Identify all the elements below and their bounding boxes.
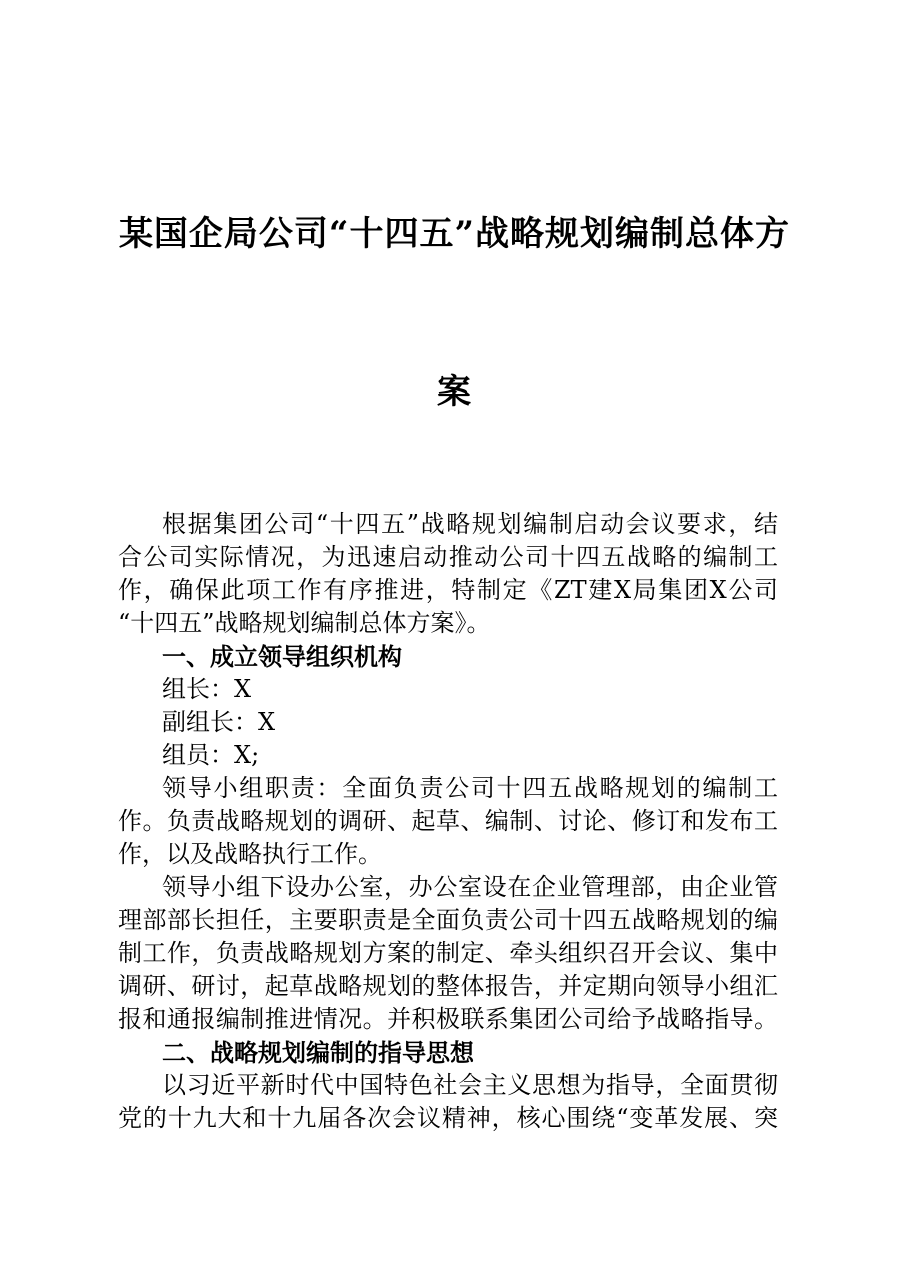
document-body <box>118 508 778 1135</box>
document-title-line-2: 案 <box>437 372 472 412</box>
paragraph-line: 根据集团公司“十四五”战略规划编制启动会议要求，结 <box>162 510 778 538</box>
paragraph-line: 理部部长担任，主要职责是全面负责公司十四五战略规划的编 <box>118 906 778 934</box>
section-heading: 一、成立领导组织机构 <box>162 642 402 671</box>
paragraph-line: 合公司实际情况，为迅速启动推动公司十四五战略的编制工 <box>118 543 778 571</box>
paragraph-line: “十四五”战略规划编制总体方案》。 <box>118 609 491 637</box>
paragraph-line: 作，以及战略执行工作。 <box>118 840 382 868</box>
paragraph-line: 领导小组下设办公室，办公室设在企业管理部，由企业管 <box>162 873 778 901</box>
paragraph-line: 制工作，负责战略规划方案的制定、牵头组织召开会议、集中 <box>118 939 778 967</box>
section-heading: 二、战略规划编制的指导思想 <box>162 1038 474 1067</box>
paragraph-line: 作，确保此项工作有序推进，特制定《ZT建X局集团X公司 <box>118 576 778 604</box>
document-title-line-1: 某国企局公司“十四五”战略规划编制总体方 <box>118 214 791 254</box>
paragraph-line: 领导小组职责：全面负责公司十四五战略规划的编制工 <box>162 774 778 802</box>
paragraph-line: 党的十九大和十九届各次会议精神，核心围绕“变革发展、突 <box>118 1104 778 1132</box>
paragraph-line: 调研、研讨，起草战略规划的整体报告，并定期向领导小组汇 <box>118 972 778 1000</box>
paragraph-line: 作。负责战略规划的调研、起草、编制、讨论、修订和发布工 <box>118 807 778 835</box>
paragraph-line: 以习近平新时代中国特色社会主义思想为指导，全面贯彻 <box>162 1071 778 1099</box>
paragraph-line: 报和通报编制推进情况。并积极联系集团公司给予战略指导。 <box>118 1005 778 1033</box>
paragraph-line: 副组长：X <box>162 708 276 736</box>
paragraph-line: 组员：X; <box>162 741 260 769</box>
paragraph-line: 组长：X <box>162 675 252 703</box>
